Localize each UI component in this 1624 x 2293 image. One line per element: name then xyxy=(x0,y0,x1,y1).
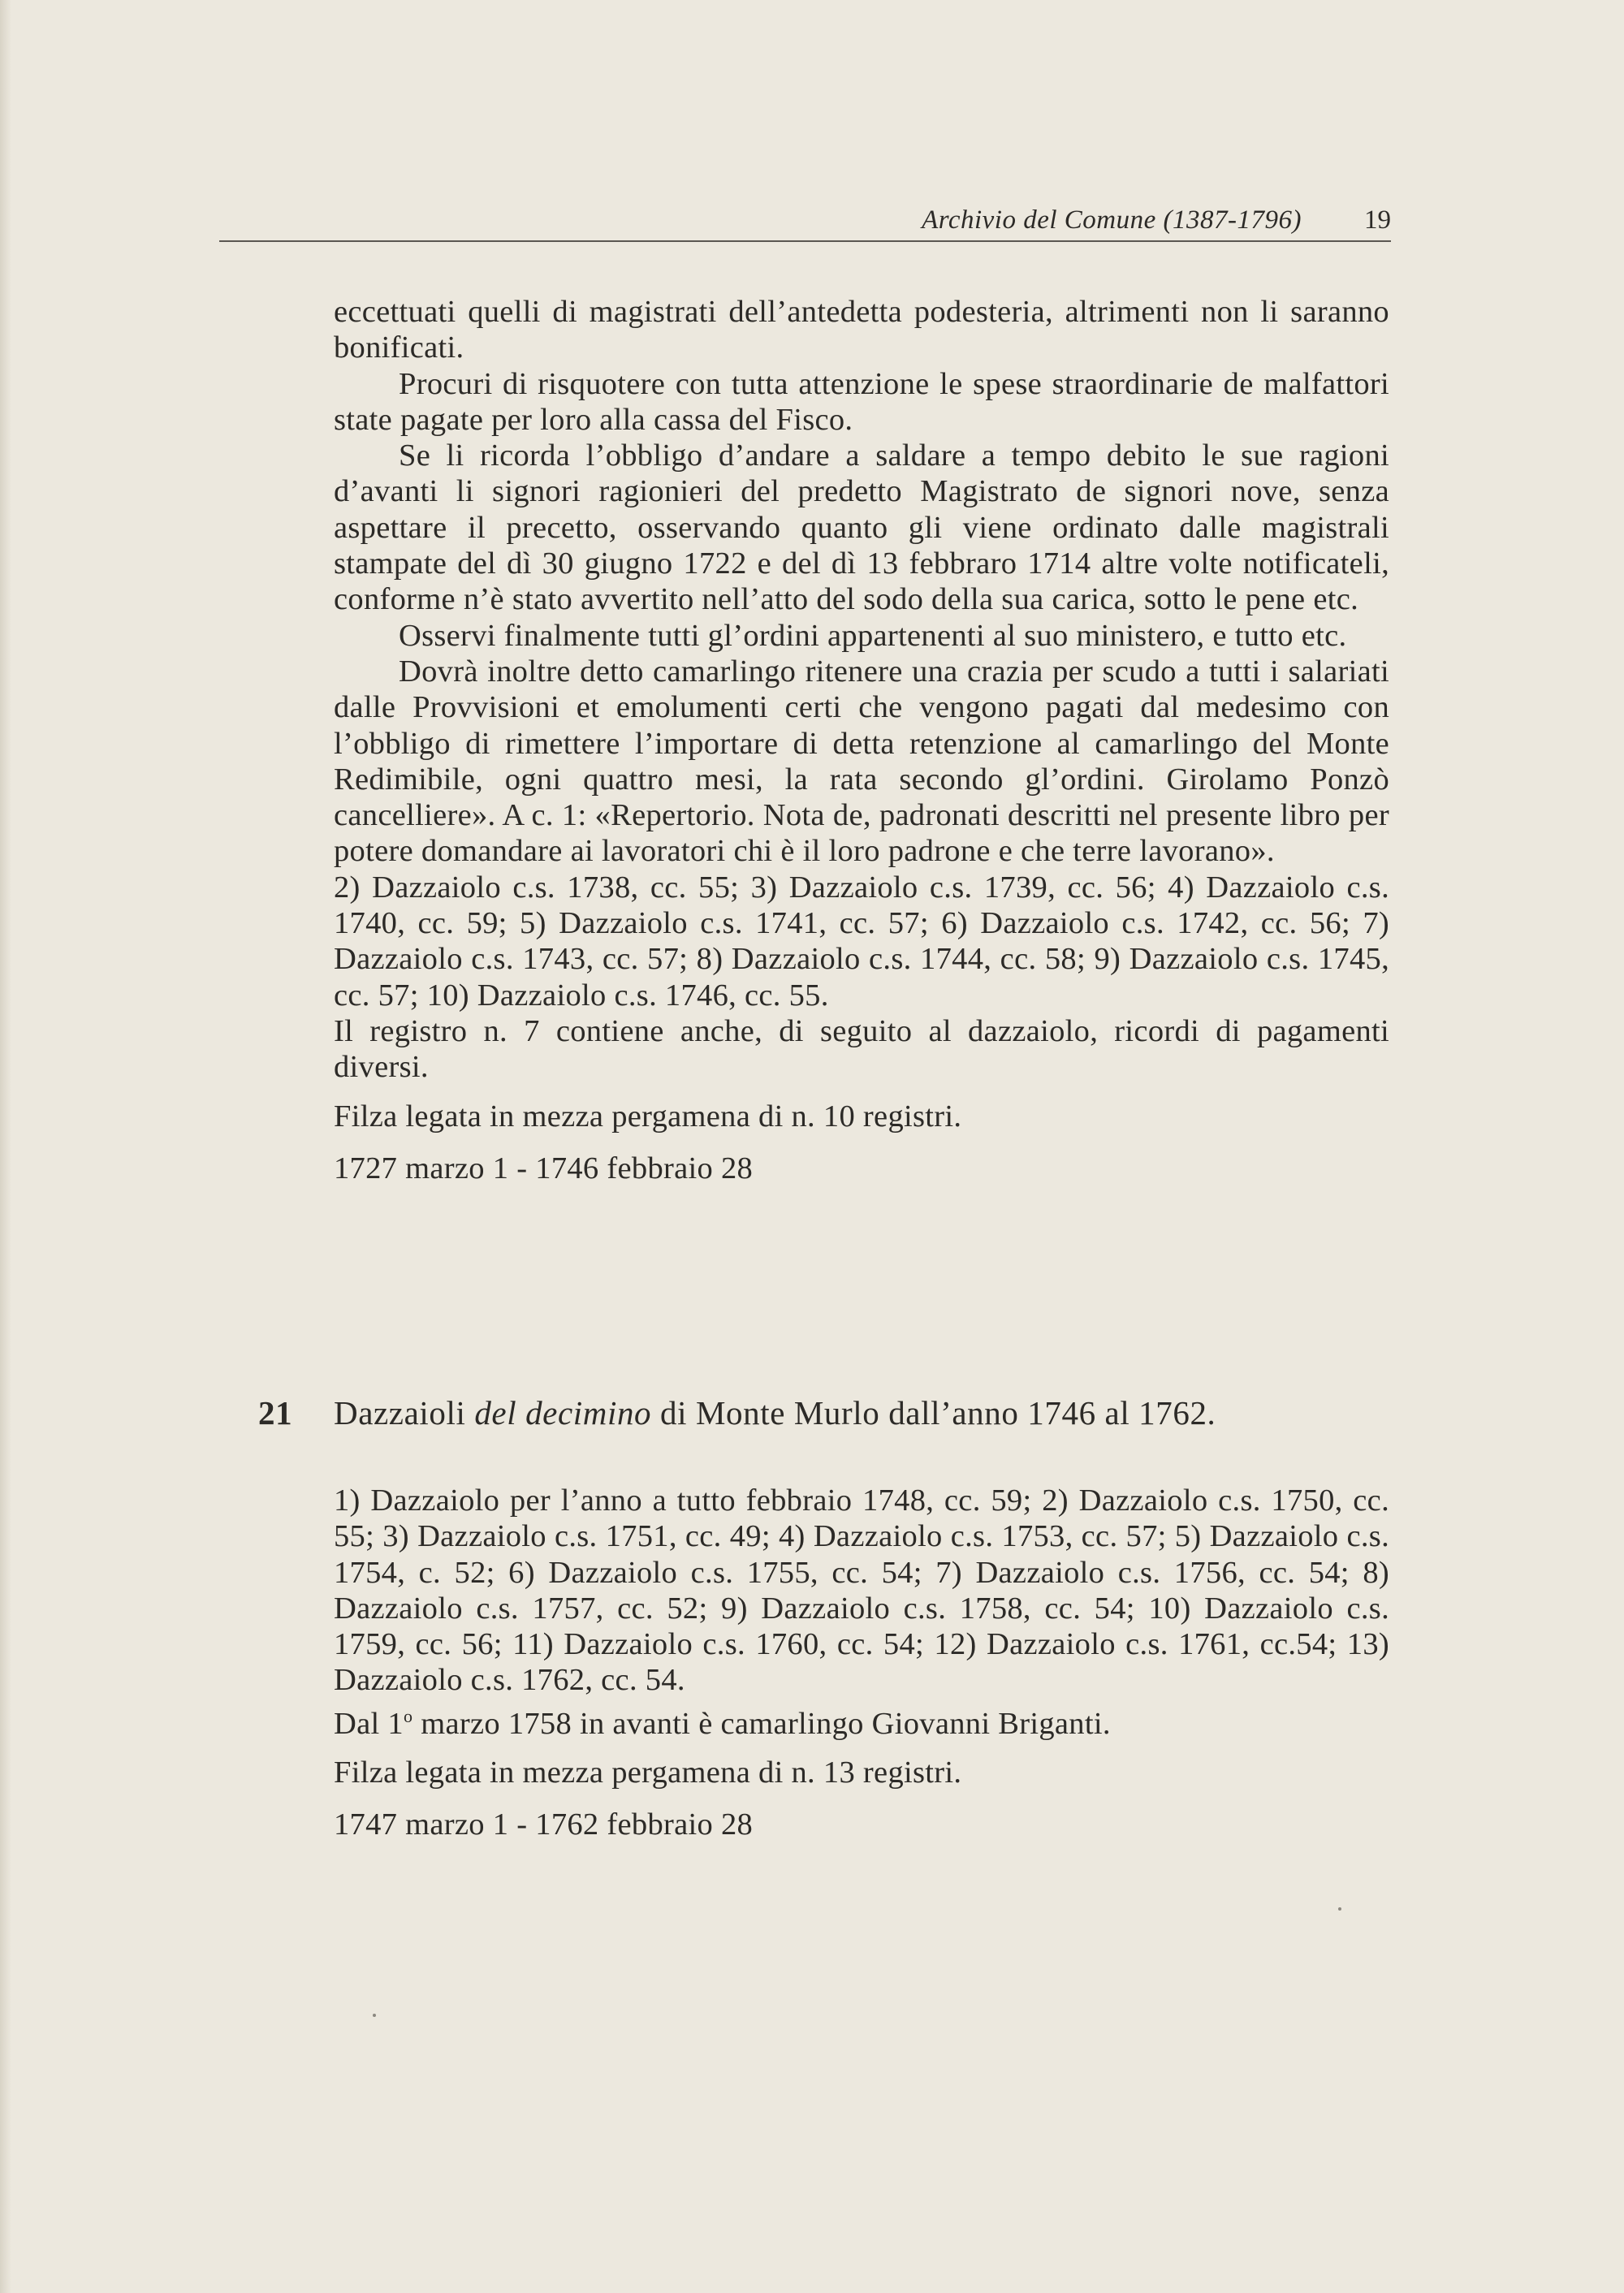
register-note: Il registro n. 7 contiene anche, di seguito al dazzaiolo, ricordi di pagamenti diversi. xyxy=(334,1013,1389,1085)
paper-speck xyxy=(1338,1907,1341,1911)
camarlingo-note xyxy=(334,1699,1389,1742)
binding-description: Filza legata in mezza pergamena di n. 10 registri. xyxy=(334,1099,962,1134)
entry-title-italic: del decimino xyxy=(474,1394,652,1432)
ordinal-superscript: o xyxy=(403,1705,413,1726)
note-text: marzo 1758 in avanti è camarlingo Giovanni Briganti. xyxy=(412,1706,1111,1741)
running-title: Archivio del Comune (1387-1796) xyxy=(922,205,1302,235)
note-text: Dal 1 xyxy=(334,1706,404,1741)
date-range: 1747 marzo 1 - 1762 febbraio 28 xyxy=(334,1807,754,1842)
entry-title-part: Dazzaioli xyxy=(334,1394,475,1432)
entry-title-part: di Monte Murlo dall’anno 1746 al 1762. xyxy=(651,1394,1216,1432)
paragraph: Dovrà inoltre detto camarlingo ritenere una crazia per scudo a tutti i salariati dalle Provvisioni et emolumenti certi che vengono pagati dal medesimo con l’obbligo di rimettere l’importare di detta retenzione al camarlingo del Monte Redimibile, ogni quattro mesi, la rata secondo gl’ordini. Girolamo Ponzò cancelliere». A c. 1: «Repertorio. Nota de, padronati descritti nel presente libro per potere domandare ai lavoratori chi è il loro padrone e che terre lavorano». xyxy=(334,654,1389,869)
page-edge-shadow xyxy=(0,0,11,2293)
entry-number: 21 xyxy=(258,1394,293,1432)
register-list: 1) Dazzaiolo per l’anno a tutto febbraio 1748, cc. 59; 2) Dazzaiolo c.s. 1750, cc. 55; 3) Dazzaiolo c.s. 1751, cc. 49; 4) Dazzaiolo c.s. 1753, cc. 57; 5) Dazzaiolo c.s. 1754, c. 52; 6) Dazzaiolo c.s. 1755, cc. 54; 7) Dazzaiolo c.s. 1756, cc. 54; 8) Dazzaiolo c.s. 1757, cc. 52; 9) Dazzaiolo c.s. 1758, cc. 54; 10) Dazzaiolo c.s. 1759, cc. 56; 11) Dazzaiolo c.s. 1760, cc. 54; 12) Dazzaiolo c.s. 1761, cc.54; 13) Dazzaiolo c.s. 1762, cc. 54. xyxy=(334,1483,1389,1698)
paragraph: eccettuati quelli di magistrati dell’antedetta podesteria, altrimenti non li saranno bonificati. xyxy=(334,295,1389,365)
entry-21-body xyxy=(334,1483,1389,1843)
register-list: 2) Dazzaiolo c.s. 1738, cc. 55; 3) Dazzaiolo c.s. 1739, cc. 56; 4) Dazzaiolo c.s. 1740, cc. 59; 5) Dazzaiolo c.s. 1741, cc. 57; 6) Dazzaiolo c.s. 1742, cc. 56; 7) Dazzaiolo c.s. 1743, cc. 57; 8) Dazzaiolo c.s. 1744, cc. 58; 9) Dazzaiolo c.s. 1745, cc. 57; 10) Dazzaiolo c.s. 1746, cc. 55. xyxy=(334,870,1389,1013)
page-header xyxy=(219,201,1391,242)
paragraph: Se li ricorda l’obbligo d’andare a saldare a tempo debito le sue ragioni d’avanti li signori ragionieri del predetto Magistrato de signori nove, senza aspettare il precetto, osservando quanto gli viene ordinato dalle magistrali stampate del dì 30 giugno 1722 e del dì 13 febbraro 1714 altre volte notificateli, conforme n’è stato avvertito nell’atto del sodo della sua carica, sotto le pene etc. xyxy=(334,438,1389,617)
paper-speck xyxy=(373,2014,376,2017)
date-range: 1727 marzo 1 - 1746 febbraio 28 xyxy=(334,1151,754,1185)
entry-20-continuation xyxy=(334,294,1389,1186)
paragraph: Osservi finalmente tutti gl’ordini appartenenti al suo ministero, e tutto etc. xyxy=(399,618,1347,653)
paragraph: Procuri di risquotere con tutta attenzione le spese straordinarie de malfattori state pagate per loro alla cassa del Fisco. xyxy=(334,366,1389,437)
page-number: 19 xyxy=(1364,205,1391,235)
binding-description: Filza legata in mezza pergamena di n. 13 registri. xyxy=(334,1755,962,1790)
entry-title xyxy=(334,1393,1216,1432)
